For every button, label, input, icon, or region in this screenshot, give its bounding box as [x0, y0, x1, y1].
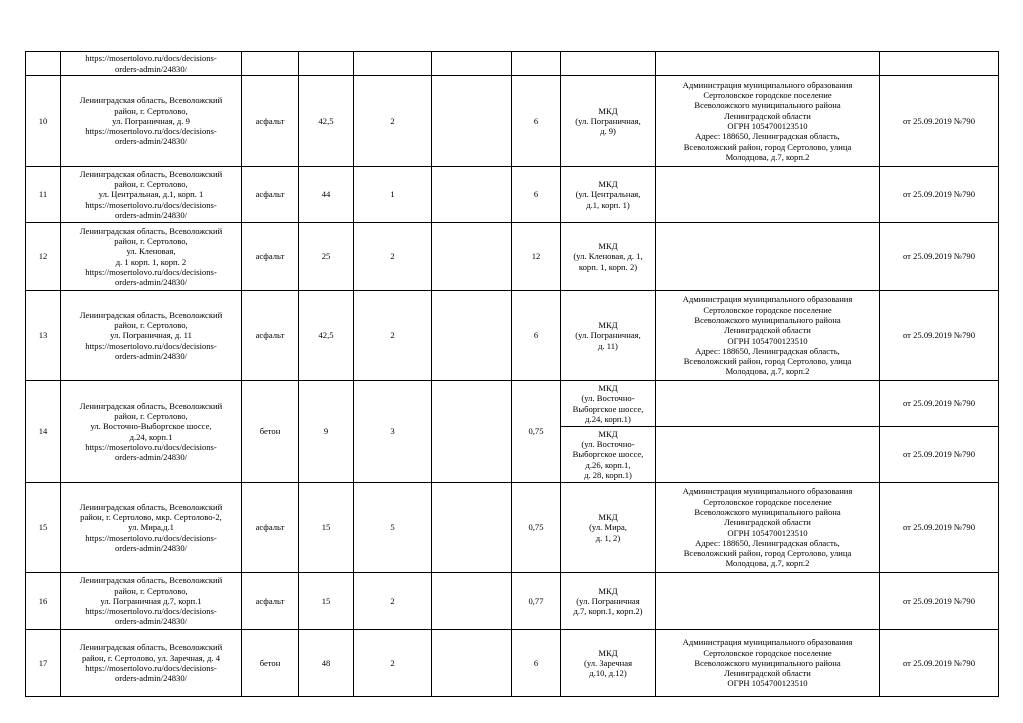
decision-cell: от 25.09.2019 №790: [880, 427, 999, 483]
decision-cell: от 25.09.2019 №790: [880, 223, 999, 291]
surface-cell: асфальт: [242, 223, 299, 291]
source-cell: МКД (ул. Пограничная, д. 9): [561, 76, 656, 167]
empty-cell: [432, 483, 512, 573]
area-cell: [299, 52, 354, 76]
volume-cell: 6: [512, 167, 561, 223]
table-row: [26, 381, 999, 427]
surface-cell: бетон: [242, 381, 299, 483]
surface-cell: асфальт: [242, 167, 299, 223]
volume-cell: 6: [512, 630, 561, 697]
area-cell: 42,5: [299, 76, 354, 167]
table-row: [26, 630, 999, 697]
empty-cell: [432, 381, 512, 483]
area-cell: 25: [299, 223, 354, 291]
surface-cell: бетон: [242, 630, 299, 697]
count-cell: 5: [354, 483, 432, 573]
empty-cell: [432, 291, 512, 381]
source-cell: [561, 52, 656, 76]
source-cell: МКД (ул. Мира, д. 1, 2): [561, 483, 656, 573]
decision-cell: от 25.09.2019 №790: [880, 630, 999, 697]
empty-cell: [432, 167, 512, 223]
source-cell: МКД (ул. Восточно- Выборгское шоссе, д.24, корп.1): [561, 381, 656, 427]
address-cell: https://mosertolovo.ru/docs/decisions- orders-admin/24830/: [61, 52, 242, 76]
volume-cell: 0,77: [512, 573, 561, 630]
address-cell: Ленинградская область, Всеволожский район, г. Сертолово, мкр. Сертолово-2, ул. Мира,д.1 https://mosertolovo.ru/docs/decisions- orders-admin/24830/: [61, 483, 242, 573]
address-cell: Ленинградская область, Всеволожский район, г. Сертолово, ул. Кленовая, д. 1 корп. 1, корп. 2 https://mosertolovo.ru/docs/decisions- orders-admin/24830/: [61, 223, 242, 291]
count-cell: 2: [354, 291, 432, 381]
count-cell: 1: [354, 167, 432, 223]
source-cell: МКД (ул. Пограничная д.7, корп.1, корп.2): [561, 573, 656, 630]
table-row: [26, 223, 999, 291]
count-cell: 2: [354, 573, 432, 630]
table-row: [26, 483, 999, 573]
decision-cell: от 25.09.2019 №790: [880, 573, 999, 630]
address-cell: Ленинградская область, Всеволожский район, г. Сертолово, ул. Восточно-Выборгское шоссе, д.24, корп.1 https://mosertolovo.ru/docs/decisions- orders-admin/24830/: [61, 381, 242, 483]
surface-cell: асфальт: [242, 76, 299, 167]
volume-cell: [512, 52, 561, 76]
address-cell: Ленинградская область, Всеволожский район, г. Сертолово, ул. Пограничная д.7, корп.1 https://mosertolovo.ru/docs/decisions- orders-admin/24830/: [61, 573, 242, 630]
count-cell: 2: [354, 223, 432, 291]
owner-cell: [656, 573, 880, 630]
empty-cell: [432, 573, 512, 630]
table-row: [26, 167, 999, 223]
decision-cell: от 25.09.2019 №790: [880, 483, 999, 573]
owner-cell: [656, 167, 880, 223]
surface-cell: асфальт: [242, 291, 299, 381]
owner-cell: [656, 427, 880, 483]
owner-cell: Администрация муниципального образования Сертоловское городское поселение Всеволожского муниципального района Ленинградской области ОГРН 1054700123510 Адрес: 188650, Ленинградская область, Всеволожский район, город Сертолово, улица Молодцова, д.7, корп.2: [656, 483, 880, 573]
decision-cell: от 25.09.2019 №790: [880, 167, 999, 223]
decision-cell: от 25.09.2019 №790: [880, 76, 999, 167]
address-cell: Ленинградская область, Всеволожский район, г. Сертолово, ул. Пограничная, д. 9 https://mosertolovo.ru/docs/decisions- orders-admin/24830/: [61, 76, 242, 167]
row-number-cell: 16: [26, 573, 61, 630]
row-number-cell: 17: [26, 630, 61, 697]
surface-cell: асфальт: [242, 483, 299, 573]
row-number-cell: 10: [26, 76, 61, 167]
area-cell: 15: [299, 483, 354, 573]
owner-cell: [656, 381, 880, 427]
table-row: [26, 573, 999, 630]
source-cell: МКД (ул. Кленовая, д. 1, корп. 1, корп. 2): [561, 223, 656, 291]
empty-cell: [432, 630, 512, 697]
surface-cell: [242, 52, 299, 76]
decision-cell: от 25.09.2019 №790: [880, 291, 999, 381]
row-number-cell: 13: [26, 291, 61, 381]
area-cell: 15: [299, 573, 354, 630]
table-row: [26, 291, 999, 381]
area-cell: 9: [299, 381, 354, 483]
owner-cell: Администрация муниципального образования Сертоловское городское поселение Всеволожского муниципального района Ленинградской области ОГРН 1054700123510: [656, 630, 880, 697]
table-row: [26, 76, 999, 167]
count-cell: 2: [354, 630, 432, 697]
count-cell: 2: [354, 76, 432, 167]
empty-cell: [432, 76, 512, 167]
owner-cell: [656, 223, 880, 291]
area-cell: 48: [299, 630, 354, 697]
address-cell: Ленинградская область, Всеволожский район, г. Сертолово, ул. Центральная, д.1, корп. 1 https://mosertolovo.ru/docs/decisions- orders-admin/24830/: [61, 167, 242, 223]
row-number-cell: 11: [26, 167, 61, 223]
volume-cell: 0,75: [512, 483, 561, 573]
area-cell: 42,5: [299, 291, 354, 381]
owner-cell: Администрация муниципального образования Сертоловское городское поселение Всеволожского муниципального района Ленинградской области ОГРН 1054700123510 Адрес: 188650, Ленинградская область, Всеволожский район, город Сертолово, улица Молодцова, д.7, корп.2: [656, 76, 880, 167]
volume-cell: 0,75: [512, 381, 561, 483]
address-cell: Ленинградская область, Всеволожский район, г. Сертолово, ул. Заречная, д. 4 https://mosertolovo.ru/docs/decisions- orders-admin/24830/: [61, 630, 242, 697]
row-number-cell: 12: [26, 223, 61, 291]
row-number-cell: 14: [26, 381, 61, 483]
count-cell: [354, 52, 432, 76]
owner-cell: [656, 52, 880, 76]
source-cell: МКД (ул. Пограничная, д. 11): [561, 291, 656, 381]
count-cell: 3: [354, 381, 432, 483]
source-cell: МКД (ул. Восточно- Выборгское шоссе, д.26, корп.1, д. 28, корп.1): [561, 427, 656, 483]
decision-cell: [880, 52, 999, 76]
decision-cell: от 25.09.2019 №790: [880, 381, 999, 427]
empty-cell: [432, 52, 512, 76]
volume-cell: 6: [512, 291, 561, 381]
surface-cell: асфальт: [242, 573, 299, 630]
source-cell: МКД (ул. Заречная д.10, д.12): [561, 630, 656, 697]
address-cell: Ленинградская область, Всеволожский район, г. Сертолово, ул. Пограничная, д. 11 https://mosertolovo.ru/docs/decisions- orders-admin/24830/: [61, 291, 242, 381]
registry-table: [25, 51, 999, 697]
row-number-cell: [26, 52, 61, 76]
volume-cell: 6: [512, 76, 561, 167]
source-cell: МКД (ул. Центральная, д.1, корп. 1): [561, 167, 656, 223]
empty-cell: [432, 223, 512, 291]
table-row: [26, 52, 999, 76]
volume-cell: 12: [512, 223, 561, 291]
row-number-cell: 15: [26, 483, 61, 573]
owner-cell: Администрация муниципального образования Сертоловское городское поселение Всеволожского муниципального района Ленинградской области ОГРН 1054700123510 Адрес: 188650, Ленинградская область, Всеволожский район, город Сертолово, улица Молодцова, д.7, корп.2: [656, 291, 880, 381]
area-cell: 44: [299, 167, 354, 223]
